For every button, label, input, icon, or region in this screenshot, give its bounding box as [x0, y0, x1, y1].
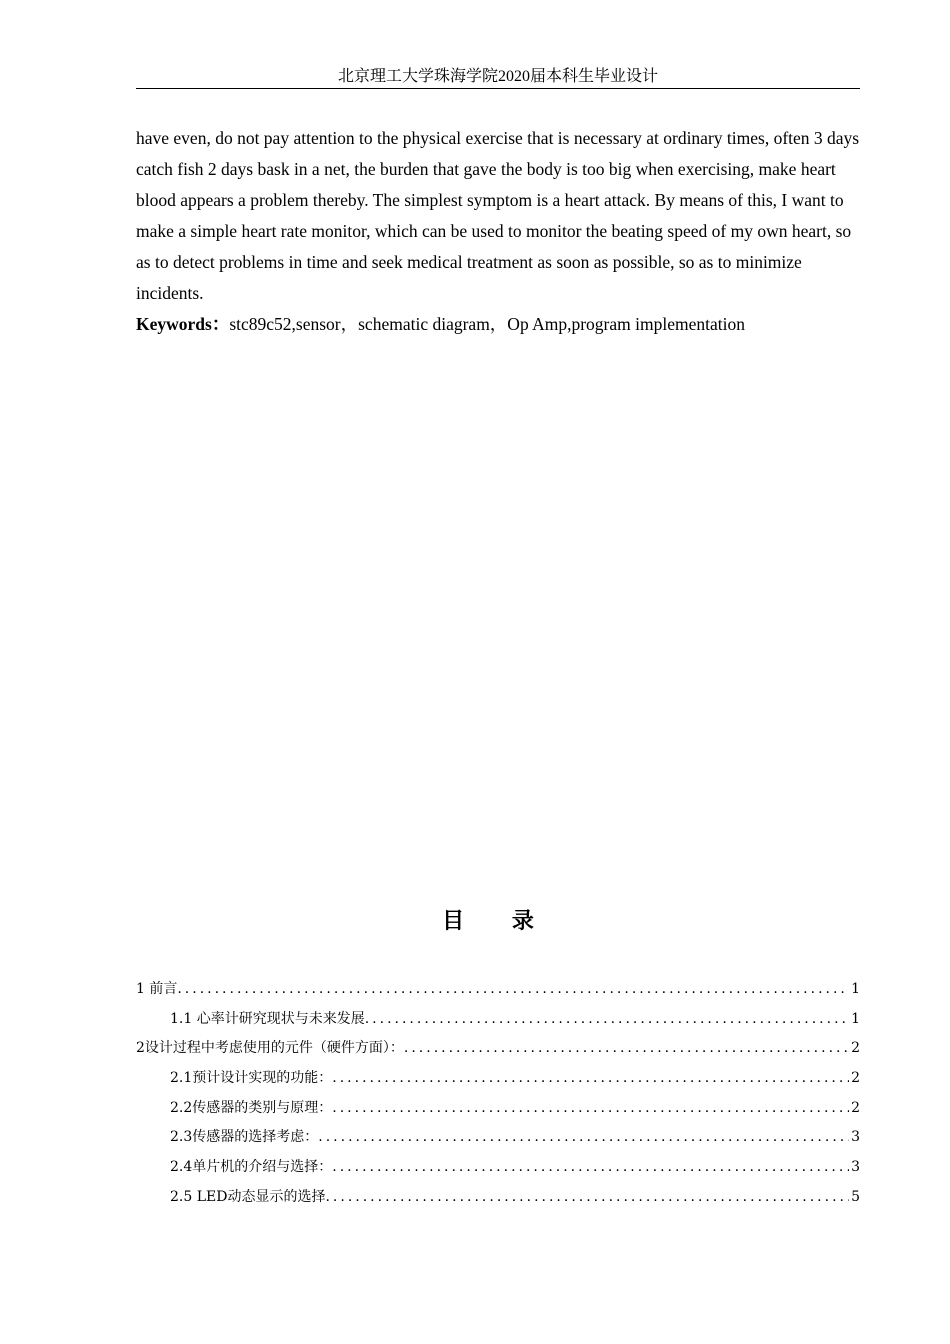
toc-page-number: 1: [851, 1010, 860, 1027]
toc-entry-1-intro[interactable]: [136, 975, 860, 1005]
toc-entry-2-3[interactable]: [136, 1123, 860, 1153]
abstract-paragraph: have even, do not pay attention to the physical exercise that is necessary at ordinary times, often 3 days catch fish 2 days bask in a net, the burden that gave the body is too big when exercising, make heart blood appears a problem thereby. The simplest symptom is a heart attack. By means of this, I want to make a simple heart rate monitor, which can be used to monitor the beating speed of my own heart, so as to detect problems in time and seek medical treatment as soon as possible, so as to minimize incidents.: [136, 128, 860, 303]
table-of-contents: [136, 975, 860, 1213]
header-rule: [136, 88, 860, 89]
toc-entry-text: 2.1预计设计实现的功能：: [170, 1070, 333, 1087]
toc-page-number: 2: [851, 1070, 860, 1087]
toc-leader-dots: [177, 975, 849, 1005]
toc-entry-2-4[interactable]: [136, 1153, 860, 1183]
toc-leader-dots: [365, 1005, 849, 1035]
keywords-line: [136, 309, 860, 340]
toc-entry-text: 2设计过程中考虑使用的元件（硬件方面）：: [136, 1040, 404, 1057]
toc-entry-text: 1.1 心率计研究现状与未来发展: [170, 1010, 365, 1027]
toc-leader-dots: [332, 1153, 849, 1183]
keywords-label: Keywords：: [136, 314, 230, 334]
toc-entry-1-1[interactable]: [136, 1005, 860, 1035]
toc-entry-text: 2.3传感器的选择考虑：: [170, 1129, 319, 1146]
toc-leader-dots: [318, 1123, 849, 1153]
toc-leader-dots: [325, 1183, 849, 1213]
toc-page-number: 2: [851, 1099, 860, 1116]
abstract-section: [136, 123, 860, 340]
toc-entry-2-2[interactable]: [136, 1094, 860, 1124]
toc-leader-dots: [404, 1034, 849, 1064]
toc-title: 目 录: [442, 909, 554, 934]
toc-entry-2-components[interactable]: [136, 1034, 860, 1064]
toc-entry-2-5[interactable]: [136, 1183, 860, 1213]
toc-entry-2-1[interactable]: [136, 1064, 860, 1094]
toc-entry-text: 1 前言: [136, 981, 178, 997]
toc-page-number: 2: [851, 1040, 860, 1057]
toc-entry-text: 2.4单片机的介绍与选择：: [170, 1159, 333, 1176]
toc-page-number: 5: [851, 1188, 860, 1205]
toc-leader-dots: [332, 1064, 849, 1094]
toc-page-number: 1: [851, 981, 860, 997]
toc-leader-dots: [332, 1094, 849, 1124]
toc-page-number: 3: [851, 1129, 860, 1146]
page-header: 北京理工大学珠海学院2020届本科生毕业设计: [337, 68, 658, 85]
toc-entry-text: 2.2传感器的类别与原理：: [170, 1099, 333, 1116]
keywords-value: stc89c52,sensor，schematic diagram，Op Amp,program implementation: [229, 314, 745, 334]
toc-entry-text: 2.5 LED动态显示的选择: [170, 1188, 326, 1205]
toc-page-number: 3: [851, 1159, 860, 1176]
